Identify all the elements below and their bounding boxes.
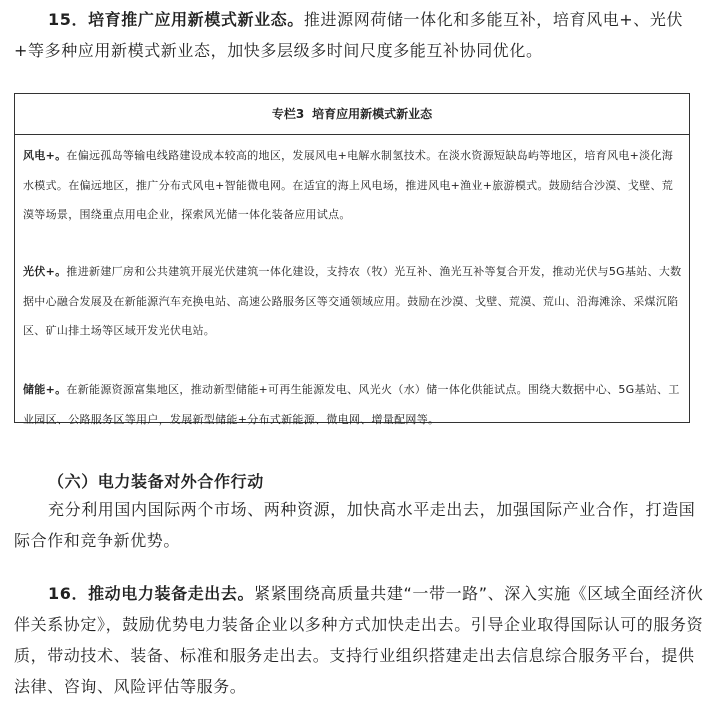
- box-item-wind: [23, 141, 683, 230]
- section-16-body: 紧紧围绕高质量共建“一带一路”、深入实施《区域全面经济伙伴关系协定》，鼓励优势电力装备企业以多种方式加快走出去。引导企业取得国际认可的服务资质，带动技术、装备、标准和服务走出去。支持行业组织搭建走出去信息综合服务平台，提供法律、咨询、风险评估等服务。: [14, 584, 704, 696]
- box-item-text: 在新能源资源富集地区，推动新型储能+可再生能源发电、风光火（水）储一体化供能试点。围绕大数据中心、5G基站、工业园区、公路服务区等用户，发展新型储能+分布式新能源、微电网、增量配网等。: [23, 383, 680, 426]
- paragraph-16: [14, 578, 704, 702]
- box-label: 专栏3: [271, 107, 305, 121]
- paragraph-15: [14, 4, 704, 66]
- box-item-storage: [23, 375, 683, 434]
- box-item-term: 风电+。: [23, 149, 67, 162]
- box-item-text: 推进新建厂房和公共建筑开展光伏建筑一体化建设，支持农（牧）光互补、渔光互补等复合开发，推动光伏与5G基站、大数据中心融合发展及在新能源汽车充换电站、高速公路服务区等交通领域应用。鼓励在沙漠、戈壁、荒漠、荒山、沿海滩涂、采煤沉陷区、矿山排土场等区域开发光伏电站。: [23, 265, 682, 337]
- box-item-term: 储能+。: [23, 383, 67, 396]
- section-6-body: 充分利用国内国际两个市场、两种资源，加快高水平走出去，加强国际产业合作，打造国际合作和竞争新优势。: [14, 500, 696, 550]
- box-item-pv: [23, 257, 683, 346]
- section-15-body: 推进源网荷储一体化和多能互补，培育风电+、光伏+等多种应用新模式新业态，加快多层级多时间尺度多能互补协同优化。: [14, 10, 684, 60]
- section-15-number: 15．: [48, 10, 89, 29]
- section-6-heading: （六）电力装备对外合作行动: [48, 472, 264, 491]
- section-16-title: 推动电力装备走出去。: [88, 584, 255, 603]
- box-title: [15, 94, 689, 135]
- box-title-text: 培育应用新模式新业态: [312, 107, 433, 121]
- section-15-title: 培育推广应用新模式新业态。: [88, 10, 304, 29]
- section-16-number: 16．: [48, 584, 89, 603]
- box-item-text: 在偏远孤岛等输电线路建设成本较高的地区，发展风电+电解水制氢技术。在淡水资源短缺岛屿等地区，培育风电+淡化海水模式。在偏远地区，推广分布式风电+智能微电网。在适宜的海上风电场，推进风电+渔业+旅游模式。鼓励结合沙漠、戈壁、荒漠等场景，围绕重点用电企业，探索风光储一体化装备应用试点。: [23, 149, 674, 221]
- column-box: [14, 93, 690, 426]
- box-item-term: 光伏+。: [23, 265, 67, 278]
